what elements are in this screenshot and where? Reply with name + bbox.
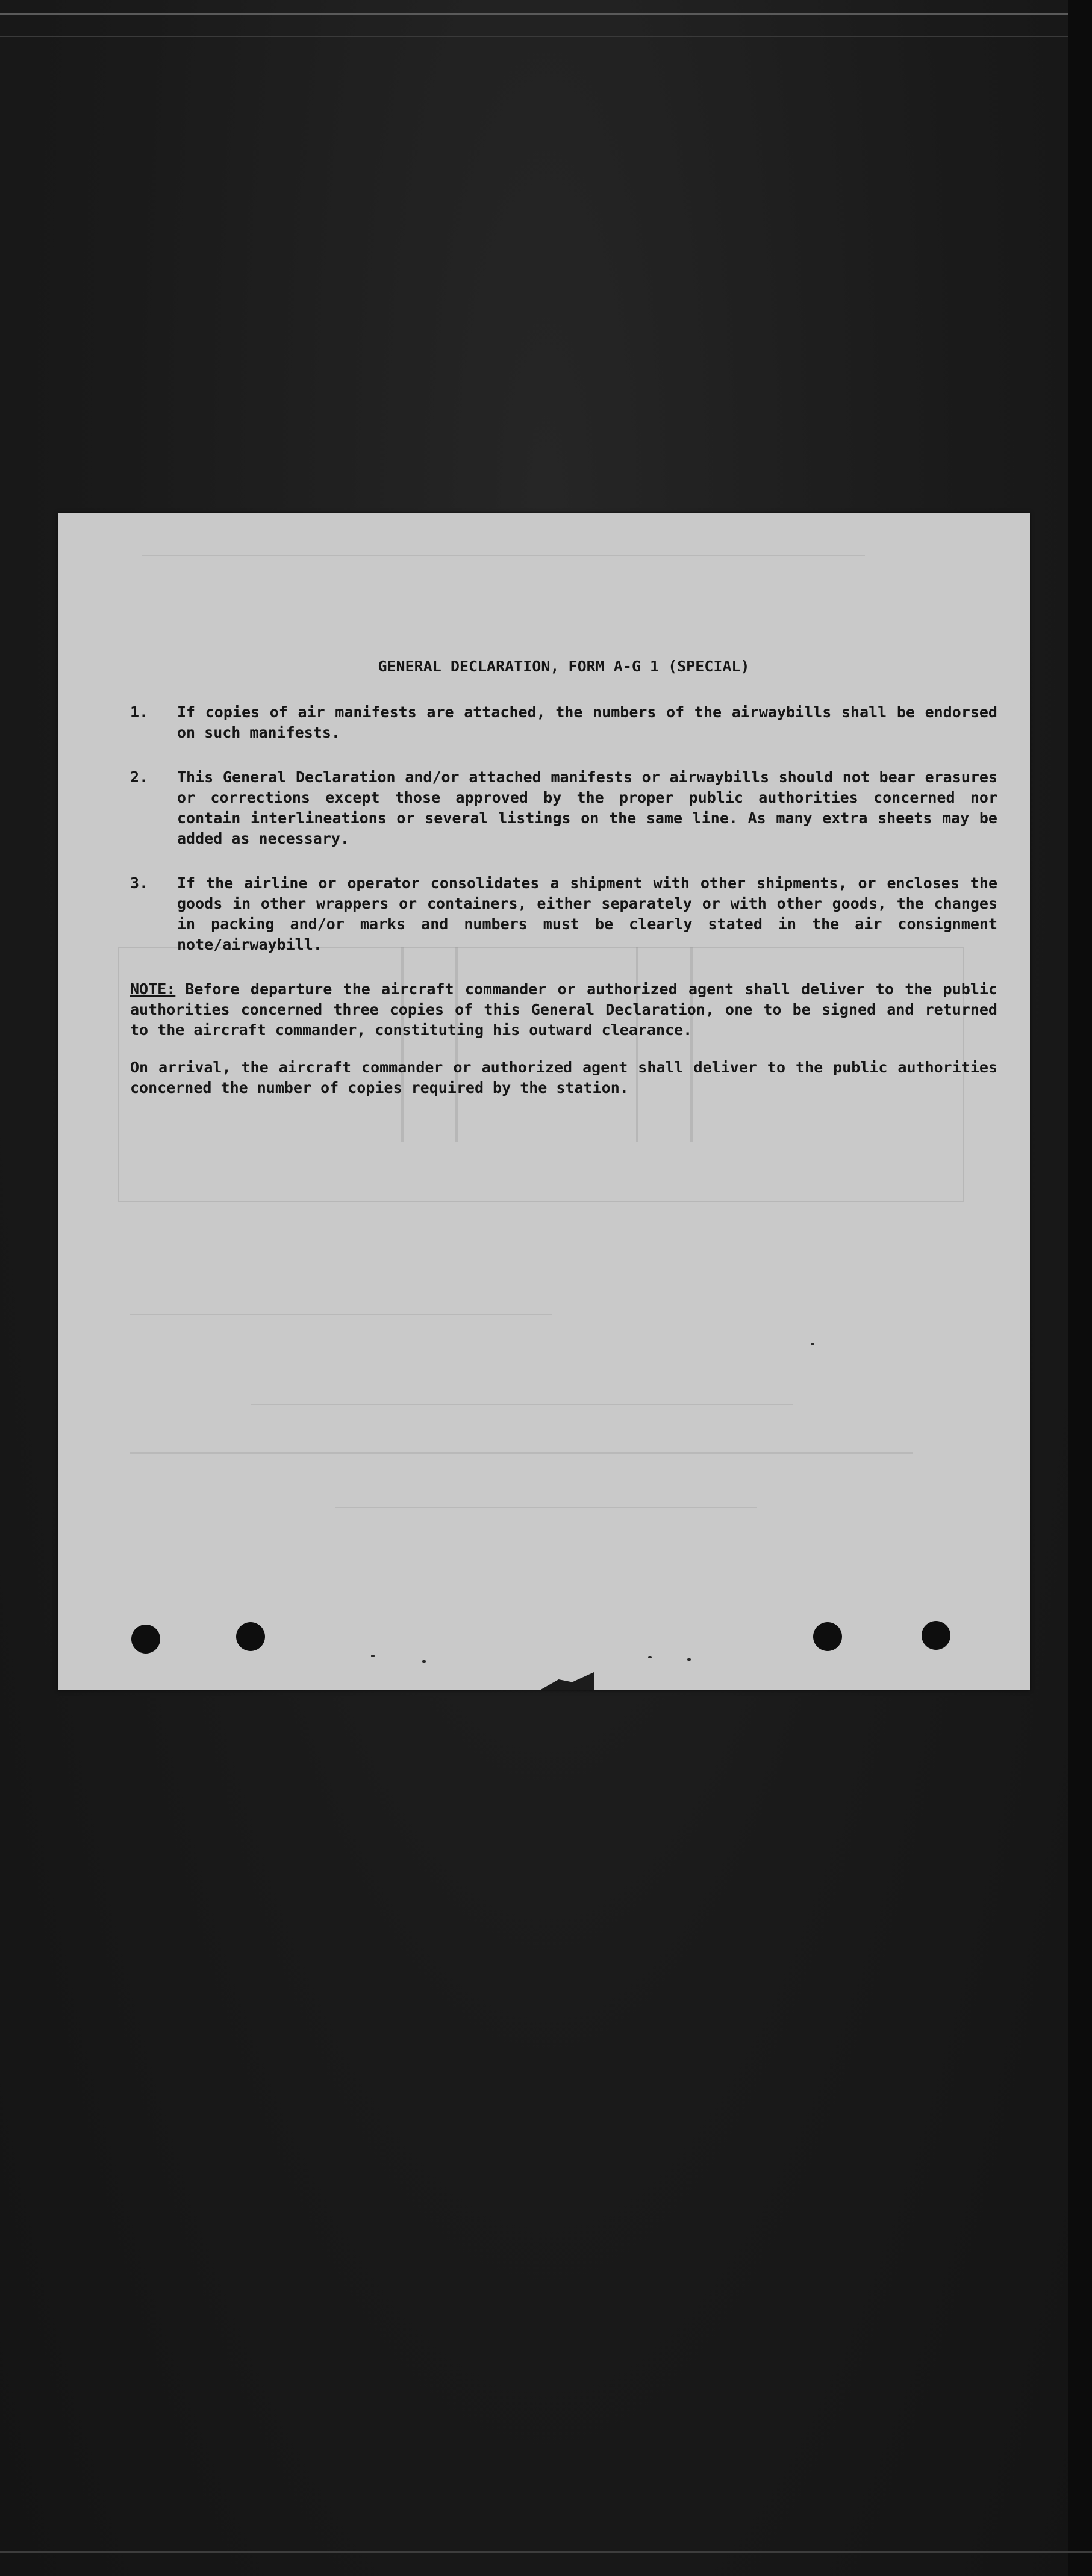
declaration-text — [130, 656, 997, 1098]
punch-hole — [922, 1621, 950, 1650]
document-title: GENERAL DECLARATION, FORM A-G 1 (SPECIAL) — [378, 658, 750, 675]
ink-speck — [371, 1655, 375, 1657]
item-text: If copies of air manifests are attached, the numbers of the airwaybills shall be endorsed on such manifests. — [177, 703, 997, 741]
show-through-line — [251, 1404, 793, 1405]
ink-speck — [422, 1660, 426, 1663]
ink-speck — [648, 1656, 652, 1658]
show-through-line — [142, 555, 865, 556]
item-text: This General Declaration and/or attached manifests or airwaybills should not bear erasures or corrections except those approved by the proper public authorities concerned nor contain interlineations or several listings on the same line. As many extra sheets may be added as necessary. — [177, 768, 997, 847]
item-number: 2. — [130, 768, 149, 786]
scan-bottom-edge — [0, 2551, 1092, 2553]
show-through-line — [130, 1314, 552, 1315]
instruction-item — [130, 767, 997, 849]
item-number: 1. — [130, 703, 149, 721]
scan-top-line — [0, 36, 1092, 37]
torn-edge — [540, 1672, 594, 1690]
item-text: If the airline or operator consolidates a shipment with other shipments, or encloses the goods in other wrappers or containers, either separately or with other goods, the changes in packing and/or marks and numbers must be clearly stated in the air consignment note/airwaybill. — [177, 874, 997, 953]
instruction-item — [130, 702, 997, 743]
show-through-line — [130, 1452, 913, 1454]
ink-speck — [687, 1658, 691, 1661]
note-label: NOTE: — [130, 980, 176, 998]
instruction-item — [130, 873, 997, 955]
departure-note — [130, 979, 997, 1041]
note-text: Before departure the aircraft commander or authorized agent shall deliver to the public authorities concerned three copies of this General Declaration, one to be signed and returned to the aircraft commander, constituting his outward clearance. — [130, 980, 997, 1039]
show-through-line — [335, 1507, 757, 1508]
item-number: 3. — [130, 874, 149, 892]
document-sheet — [58, 513, 1030, 1690]
scan-right-edge — [1068, 0, 1092, 2576]
punch-hole — [236, 1622, 265, 1651]
punch-hole — [813, 1622, 842, 1651]
ink-speck — [811, 1343, 814, 1345]
punch-hole — [131, 1625, 160, 1654]
scan-top-edge — [0, 13, 1092, 15]
arrival-note: On arrival, the aircraft commander or authorized agent shall deliver to the public authorities concerned the number of copies required by the station. — [130, 1059, 997, 1097]
